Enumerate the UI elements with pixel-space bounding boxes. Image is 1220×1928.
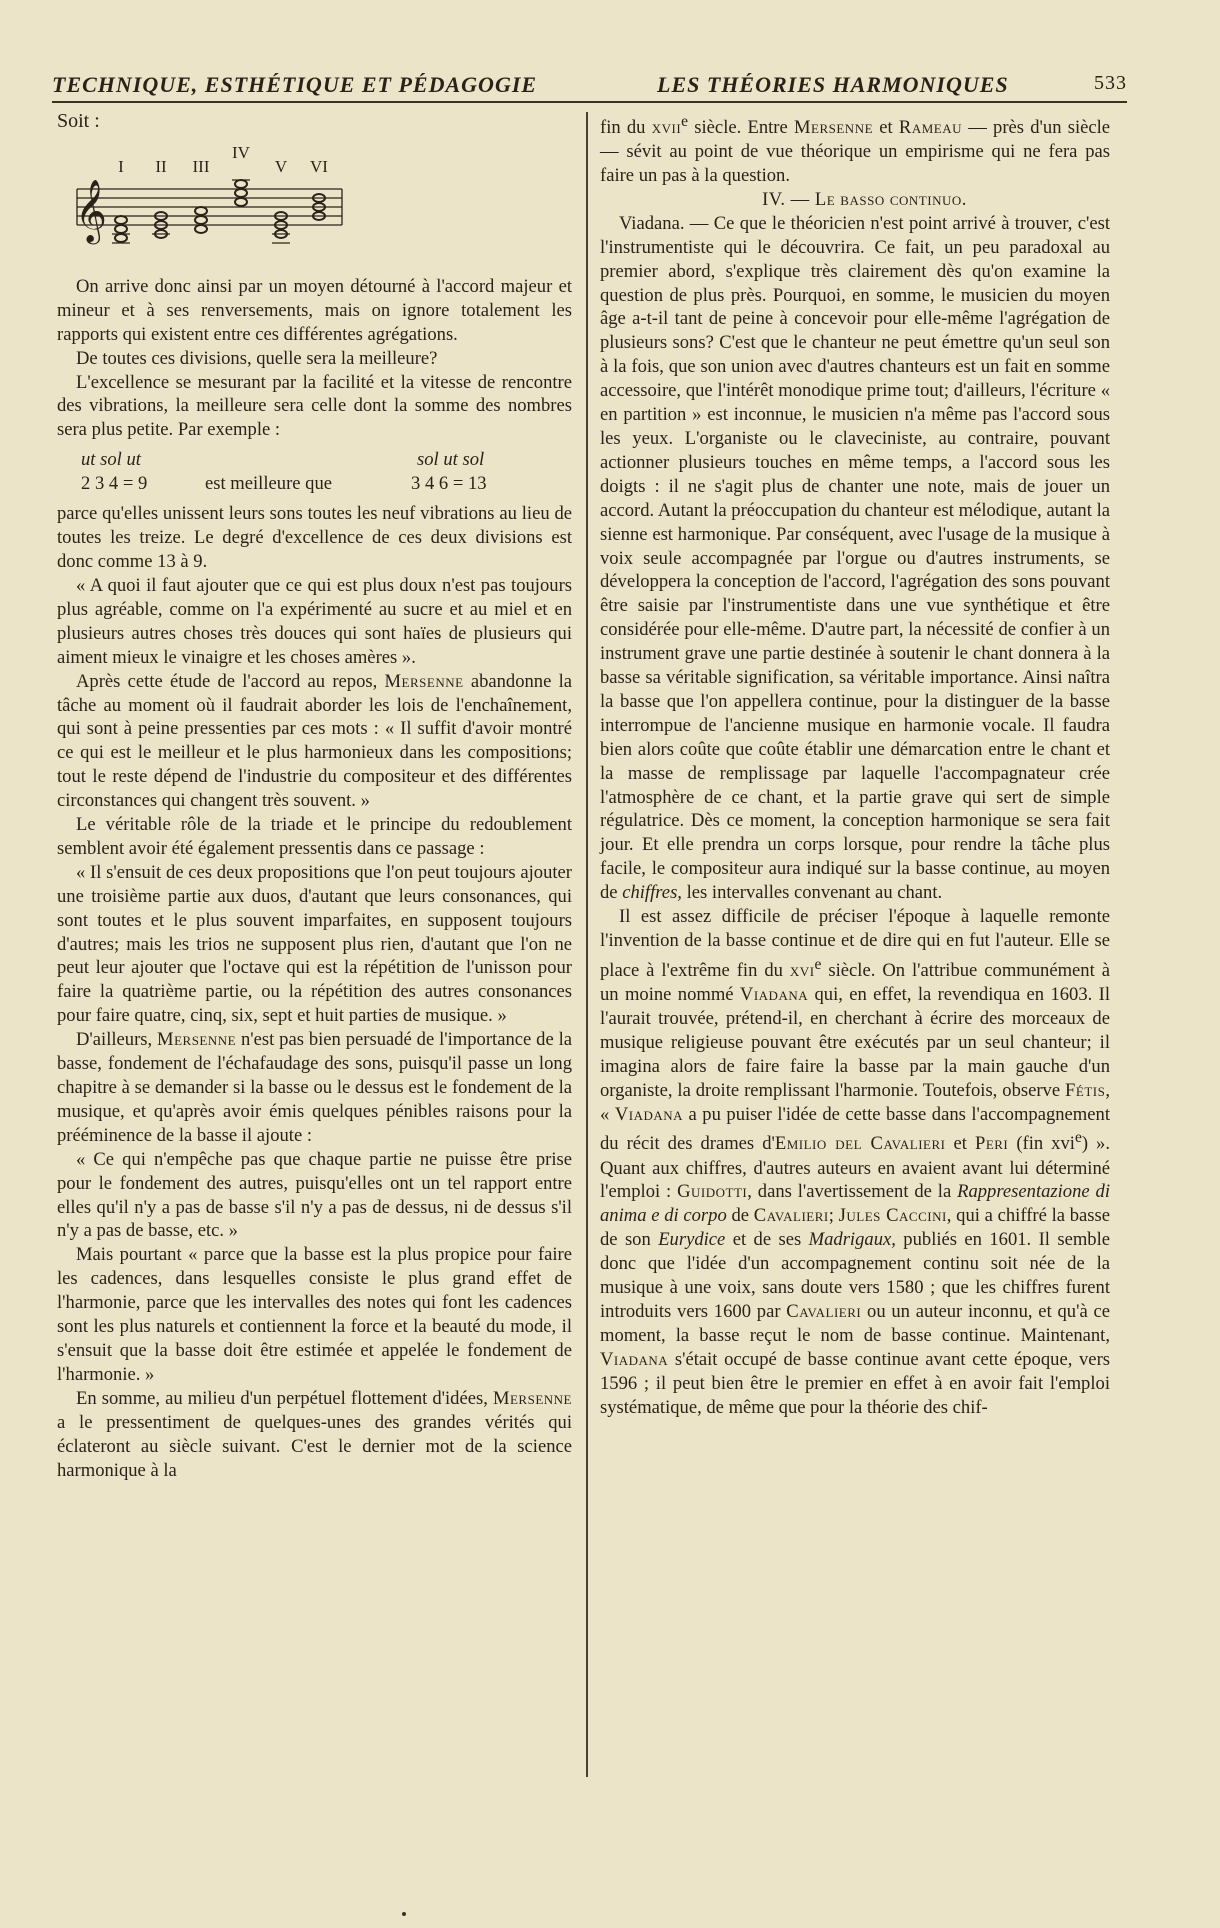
text-span: a pu puiser l'idée de cette basse dans l'accompagnement du récit des drames d' bbox=[600, 1103, 1110, 1155]
author-name: Cavalieri bbox=[753, 1205, 829, 1227]
music-staff bbox=[57, 134, 357, 269]
superscript: e bbox=[1074, 1129, 1082, 1147]
treble-clef-icon: 𝄞 bbox=[75, 178, 107, 242]
text-span: (fin xvi bbox=[1016, 1133, 1075, 1155]
paragraph-6-start: Après cette étude de l'accord au repos, bbox=[76, 670, 378, 692]
text-span: , qui a chiffré la basse de son bbox=[600, 1205, 1110, 1251]
paragraph-12-rest: a le pressentiment de quelques-unes des grandes vérités qui éclateront au siècle suivant. C'est le dernier mot de la science harmonique à la bbox=[57, 1411, 572, 1481]
left-column bbox=[57, 110, 572, 1482]
example-right-notes: sol ut sol bbox=[417, 449, 485, 471]
author-name: Mersenne bbox=[793, 117, 874, 139]
staff-label-2: II bbox=[155, 156, 167, 176]
italic-term: chiffres, bbox=[622, 882, 682, 904]
example-left-numbers: 2 3 4 = 9 bbox=[81, 473, 148, 495]
paragraph-6-rest: abandonne la tâche au moment où il faudrait aborder les lois de l'enchaînement, qui sont à peine pressenties par ces mots : « Il suffit d'avoir montré ce qui est le meilleur et le plus harmonieux dans les compositions; tout le reste dépend de l'industrie du compositeur et des différentes circonstances qui changent très souvent. » bbox=[57, 670, 573, 812]
example-middle-text: est meilleure que bbox=[205, 473, 333, 495]
text-span: , dans l'avertissement de la bbox=[747, 1181, 952, 1203]
century: xvi bbox=[789, 960, 815, 982]
superscript: e bbox=[814, 955, 822, 973]
paragraph-6 bbox=[57, 670, 572, 813]
running-header bbox=[52, 68, 1127, 102]
author-name: Rameau bbox=[898, 117, 962, 139]
staff-label-3: III bbox=[192, 156, 210, 176]
section-title: IV. — Le basso continuo. bbox=[762, 188, 967, 210]
music-staff-example bbox=[57, 134, 572, 269]
print-mark bbox=[402, 1912, 406, 1916]
ratio-example bbox=[57, 448, 572, 496]
text-span: ou un auteur inconnu, et qu'à ce moment, la basse reçut le nom de basse continue. Maintenant, bbox=[600, 1300, 1110, 1346]
text-span: s'était occupé de basse continue avant cette époque, vers 1596 ; il peut bien être le premier en effet à en avoir fait l'emploi systématique, de même que pour la théorie des chif- bbox=[600, 1348, 1110, 1418]
paragraph-3: L'excellence se mesurant par la facilité et la vitesse de rencontre des vibrations, la meilleure sera celle dont la somme des nombres sera plus petite. Par exemple : bbox=[57, 371, 572, 441]
text-span: et bbox=[879, 117, 893, 139]
paragraph-9-rest: n'est pas bien persuadé de l'importance de la basse, fondement de l'échafaudage des sons, puisqu'il passe un long chapitre à se demander si la basse ou le dessus est le fondement de la musique, et qu'après avoir émis quelques pénibles raisons pour la prééminence de la basse il ajoute : bbox=[57, 1029, 572, 1146]
paragraph-12-start: En somme, au milieu d'un perpétuel flottement d'idées, bbox=[76, 1387, 488, 1409]
superscript: e bbox=[681, 113, 689, 130]
author-name: Viadana bbox=[739, 984, 809, 1005]
paragraph-4: parce qu'elles unissent leurs sons toutes les neuf vibrations au lieu de toutes les treize. Le degré d'excellence de ces deux divisions est donc comme 13 à 9. bbox=[57, 503, 572, 573]
paragraph-7: Le véritable rôle de la triade et le principe du redoublement semblent avoir été également pressentis dans ce passage : bbox=[57, 814, 572, 859]
header-rule bbox=[52, 101, 1127, 103]
paragraph-8: « Il s'ensuit de ces deux propositions que l'on peut toujours ajouter une troisième partie aux duos, d'autant que leurs consonances, qui sont toutes et le plus souvent imparfaites, en supposent toujours d'autres; mais les trios ne supposent plus rien, d'autant que l'on ne peut leur ajouter que l'octave qui est la répétition de l'unisson pour faire la quatrième partie, ou la répétition des autres consonances pour faire quatre, cinq, six, sept et huit parties de musique. » bbox=[57, 861, 572, 1027]
author-name: Mersenne bbox=[157, 1029, 237, 1051]
text-span: publiés en 1601. Il semble donc que l'idée d'un accompagnement continu soit née de la musique à une voix, sans doute vers 1580 ; que les chiffres furent introduits vers 1600 par bbox=[600, 1229, 1111, 1322]
author-name: Emilio del Cavalieri bbox=[774, 1133, 946, 1155]
header-left-title: TECHNIQUE, ESTHÉTIQUE ET PÉDAGOGIE bbox=[52, 72, 538, 97]
right-column bbox=[600, 110, 1110, 1420]
column-divider bbox=[586, 112, 588, 1777]
text-span: siècle. On l'attribue communément à un moine nommé bbox=[600, 960, 1110, 1005]
text-span: ; bbox=[828, 1205, 834, 1227]
paragraph-12 bbox=[57, 1387, 572, 1483]
author-name: Guidotti bbox=[677, 1181, 748, 1203]
italic-title: Rappresentazione di anima e di corpo bbox=[600, 1181, 1110, 1227]
staff-label-6: VI bbox=[310, 156, 328, 176]
italic-title: Madrigaux, bbox=[808, 1229, 896, 1251]
italic-title: Eurydice bbox=[658, 1229, 726, 1251]
staff-label-1: I bbox=[118, 156, 124, 176]
author-name: Mersenne bbox=[492, 1387, 572, 1409]
text-span: — près d'un siècle — sévit au point de vue théorique un empirisme qui ne fera pas faire un pas à la question. bbox=[600, 117, 1111, 186]
author-name: Viadana bbox=[614, 1103, 684, 1125]
author-name: Fétis bbox=[1065, 1079, 1106, 1101]
paragraph-9-start: D'ailleurs, bbox=[76, 1029, 153, 1051]
paragraph-11: Mais pourtant « parce que la basse est la plus propice pour faire les cadences, dans lesquelles consiste le plus grand effet de l'harmonie, parce que les intervalles des notes qui font les cadences sont les plus naturels et contiennent la force et la beauté du mode, il s'ensuit que la basse doit être estimée et appelée le fondement de l'harmonie. » bbox=[57, 1244, 572, 1385]
staff-label-5: V bbox=[274, 156, 288, 176]
text-span: , « bbox=[600, 1079, 1110, 1125]
text-span: qui, en effet, la revendiqua en 1603. Il l'aurait trouvée, prétend-il, en cherchant à écrire des morceaux de musique religieuse pouvant être exécutés par un seul chanteur; il imagina alors de faire faire la basse par la main gauche d'un organiste, la droite remplissant l'harmonie. Toutefois, observe bbox=[600, 984, 1110, 1101]
example-right-numbers: 3 4 6 = 13 bbox=[411, 473, 487, 495]
author-name: Mersenne bbox=[384, 670, 464, 692]
text-span: siècle. Entre bbox=[694, 117, 788, 139]
text-span: et de ses bbox=[732, 1229, 802, 1251]
soit-label: Soit : bbox=[57, 110, 100, 132]
text-span: les intervalles convenant au chant. bbox=[686, 882, 943, 904]
author-name: Cavalieri bbox=[786, 1300, 862, 1322]
paragraph-2: De toutes ces divisions, quelle sera la meilleure? bbox=[76, 347, 438, 369]
text-span: et bbox=[953, 1133, 967, 1155]
century: xvii bbox=[651, 117, 682, 139]
text-span: de bbox=[731, 1205, 750, 1227]
right-paragraph-2 bbox=[600, 212, 1110, 905]
right-paragraph-3 bbox=[600, 905, 1110, 1419]
example-left-notes: ut sol ut bbox=[81, 449, 141, 471]
page-number: 533 bbox=[1094, 72, 1127, 94]
text-span: Viadana. — Ce que le théoricien n'est point arrivé à trouver, c'est l'instrumentiste qui le découvrira. Ce fait, un peu paradoxal au premier abord, s'explique très clairement dès qu'on examine la question de plus près. Pourquoi, en somme, le musicien du moyen âge a-t-il tant de peine à concevoir pour elle-même l'agrégation de plusieurs sons? C'est que le chanteur ne peut émettre qu'un seul son à la fois, que son union avec d'autres chanteurs est un fait en somme accessoire, que l'intérêt monodique prime tout; d'ailleurs, l'écriture « en partition » est inconnue, le musicien n'a même pas l'accord sous les yeux. L'organiste ou le claveciniste, au contraire, pouvant actionner plusieurs touches en même temps, a l'accord sous les doigts : il ne s'agit plus de chanter une note, mais de jouer un accord. Autant la préoccupation du chanteur est mélodique, autant la sienne est harmonique. Par conséquent, avec l'usage de la musique à voix seule accompagnée par l'orgue ou d'autres instruments, se développera la conception de l'accord, l'agrégation des sons pouvant être saisie par l'instrumentiste dans une vue synthétique et être considérée pour elle-même. D'autre part, la nécessité de confier à un instrument grave une partie destinée à soutenir le chant donnera à la basse sa véritable signification, sa véritable importance. Ainsi naîtra la basse que l'on appellera continue, pour la distinguer de la basse interrompue de l'ancienne musique en harmonie vocale. Il faudra bien alors coûte que coûte établir une démarcation entre le chant et la masse de remplissage par laquelle l'accompagnateur crée l'atmosphère de ce chant, et la partie grave qui sert de simple régulatrice. Dès ce moment, la conception harmonique se sera fait jour. Et elle prendra un corps lorsque, pour rendre la tâche plus facile, le compositeur aura indiqué sur la basse continue, au moyen de bbox=[600, 212, 1110, 904]
author-name: Jules Caccini bbox=[838, 1205, 947, 1227]
header-right-title: LES THÉORIES HARMONIQUES bbox=[657, 72, 1009, 97]
paragraph-9 bbox=[57, 1028, 572, 1148]
text-span: Il est assez difficile de préciser l'époque à laquelle remonte l'invention de la basse continue et de dire qui en fut l'auteur. Elle se place à l'extrême fin du bbox=[600, 906, 1110, 982]
paragraph-10: « Ce qui n'empêche pas que chaque partie ne puisse être prise pour le fondement des autres, puisqu'elles ont un tel rapport entre elles qu'il n'y a pas de basse s'il n'y a pas de dessus, ni de dessus s'il n'y a pas de basse, etc. » bbox=[57, 1148, 572, 1242]
right-paragraph-1 bbox=[600, 110, 1110, 188]
author-name: Peri bbox=[974, 1133, 1009, 1155]
paragraph-1: On arrive donc ainsi par un moyen détourné à l'accord majeur et mineur et à ses renversements, mais on ignore totalement les rapports qui existent entre ces différentes agrégations. bbox=[57, 275, 572, 345]
staff-label-4: IV bbox=[232, 142, 250, 162]
author-name: Viadana bbox=[600, 1348, 669, 1370]
text-span: fin du bbox=[600, 117, 646, 139]
text-span: ) ». Quant aux chiffres, d'autres auteurs en avaient avant lui déterminé l'emploi : bbox=[600, 1133, 1111, 1203]
paragraph-5: « A quoi il faut ajouter que ce qui est plus doux n'est pas toujours plus agréable, comme on l'a expérimenté au sucre et au miel et en plusieurs autres choses très douces qui sont haïes de plusieurs qui aiment mieux le vinaigre et les choses amères ». bbox=[57, 574, 572, 668]
